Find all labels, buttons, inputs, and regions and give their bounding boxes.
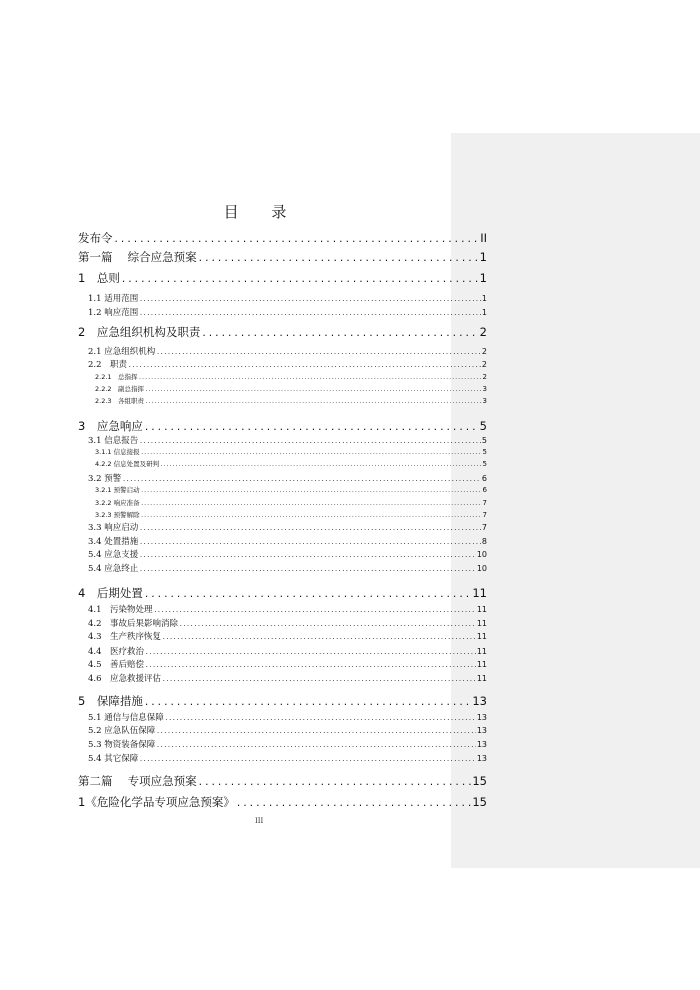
toc-entry-label: 3.2.2 响应准备 xyxy=(95,499,140,507)
toc-entry-page: 3 xyxy=(482,385,487,393)
toc-entry[interactable] xyxy=(78,384,487,393)
toc-leader-dots xyxy=(198,778,472,788)
toc-entry-label: 2.2 职责 xyxy=(88,360,128,370)
toc-entry-page: 5 xyxy=(482,448,487,456)
toc-entry[interactable] xyxy=(78,548,487,560)
toc-leader-dots xyxy=(114,235,480,245)
toc-entry[interactable] xyxy=(78,324,487,340)
toc-leader-dots xyxy=(162,676,476,683)
toc-entry-page: 15 xyxy=(472,795,487,809)
toc-entry-page: 6 xyxy=(481,474,487,483)
toc-entry-label: 3 应急响应 xyxy=(78,419,143,433)
toc-entry[interactable] xyxy=(78,434,487,446)
toc-entry[interactable] xyxy=(78,230,487,246)
toc-leader-dots xyxy=(144,698,472,708)
toc-entry-label: 3.2.1 预警启动 xyxy=(95,486,140,494)
toc-entry[interactable] xyxy=(78,738,487,750)
toc-leader-dots xyxy=(162,634,476,641)
toc-entry-label: 2 应急组织机构及职责 xyxy=(78,325,201,339)
toc-entry[interactable] xyxy=(78,521,487,533)
toc-entry[interactable] xyxy=(78,510,487,519)
toc-entry-label: 4.6 应急救援评估 xyxy=(88,674,162,684)
toc-leader-dots xyxy=(139,552,476,559)
comment-margin-panel xyxy=(451,133,700,868)
toc-entry-page: 1 xyxy=(479,250,487,264)
toc-entry-label: 3.3 响应启动 xyxy=(88,523,139,533)
toc-entry[interactable] xyxy=(78,630,487,642)
toc-entry-page: 10 xyxy=(476,564,487,573)
toc-entry-label: 3.2.3 预警解除 xyxy=(95,511,140,519)
toc-entry[interactable] xyxy=(78,535,487,547)
toc-leader-dots xyxy=(145,649,476,656)
toc-entry-label: 3.4 处置措施 xyxy=(88,537,139,547)
toc-leader-dots xyxy=(144,590,472,600)
toc-entry-page: 13 xyxy=(472,694,487,708)
toc-entry-page: 2 xyxy=(479,325,487,339)
toc-entry-page: 1 xyxy=(479,271,487,285)
toc-leader-dots xyxy=(160,462,481,468)
toc-entry[interactable] xyxy=(78,270,487,286)
toc-entry-label: 4.5 善后赔偿 xyxy=(88,660,145,670)
toc-leader-dots xyxy=(141,488,482,494)
toc-leader-dots xyxy=(141,450,482,456)
toc-entry[interactable] xyxy=(78,752,487,764)
toc-leader-dots xyxy=(139,438,481,445)
toc-leader-dots xyxy=(154,607,476,614)
toc-entry[interactable] xyxy=(78,396,487,405)
toc-leader-dots xyxy=(236,799,472,809)
toc-entry-page: 13 xyxy=(476,740,487,749)
toc-entry[interactable] xyxy=(78,306,487,318)
toc-entry-page: 1 xyxy=(481,294,487,303)
toc-entry[interactable] xyxy=(78,773,487,789)
toc-leader-dots xyxy=(139,566,476,573)
toc-entry[interactable] xyxy=(78,418,487,434)
toc-leader-dots xyxy=(156,728,476,735)
toc-entry[interactable] xyxy=(78,617,487,629)
toc-entry-page: 11 xyxy=(476,674,487,683)
toc-entry-page: 2 xyxy=(481,347,487,356)
toc-leader-dots xyxy=(141,501,482,507)
toc-entry-label: 4.4 医疗救治 xyxy=(88,647,145,657)
toc-leader-dots xyxy=(139,296,481,303)
toc-entry-label: 5.3 物资装备保障 xyxy=(88,740,156,750)
toc-entry[interactable] xyxy=(78,345,487,357)
toc-leader-dots xyxy=(198,254,479,264)
toc-entry-page: 11 xyxy=(476,647,487,656)
toc-entry-page: 7 xyxy=(482,499,487,507)
toc-entry[interactable] xyxy=(78,459,487,468)
toc-entry-label: 2.2.1 总指挥 xyxy=(95,373,138,381)
toc-entry-label: 4.1 污染物处理 xyxy=(88,605,153,615)
toc-entry[interactable] xyxy=(78,603,487,615)
toc-leader-dots xyxy=(156,742,476,749)
toc-leader-dots xyxy=(122,476,481,483)
toc-entry-label: 5.1 通信与信息保障 xyxy=(88,713,164,723)
toc-entry-label: 3.1.1 信息接报 xyxy=(95,448,140,456)
toc-entry-page: 11 xyxy=(476,605,487,614)
toc-title: 目 录 xyxy=(223,203,301,221)
toc-entry-label: 4.2 事故后果影响消除 xyxy=(88,619,179,629)
toc-entry-label: 2.2.3 各组职责 xyxy=(95,397,145,405)
toc-entry-page: 5 xyxy=(482,460,487,468)
toc-entry-page: 1 xyxy=(481,308,487,317)
toc-entry-label: 1 总则 xyxy=(78,271,120,285)
toc-entry-page: 11 xyxy=(476,660,487,669)
toc-entry-label: 3.1 信息报告 xyxy=(88,436,139,446)
toc-entry[interactable] xyxy=(78,645,487,657)
toc-entry-page: 7 xyxy=(481,523,487,532)
toc-leader-dots xyxy=(139,375,482,381)
toc-entry-label: 5.4 其它保障 xyxy=(88,754,139,764)
toc-leader-dots xyxy=(139,539,481,546)
toc-leader-dots xyxy=(128,362,481,369)
toc-entry-label: 1.1 适用范围 xyxy=(88,294,139,304)
toc-entry-page: II xyxy=(480,231,487,245)
toc-leader-dots xyxy=(139,525,481,532)
toc-entry-label: 5.2 应急队伍保障 xyxy=(88,726,156,736)
toc-entry-label: 5.4 应急支援 xyxy=(88,550,139,560)
toc-leader-dots xyxy=(179,621,476,628)
toc-entry-page: 3 xyxy=(482,397,487,405)
toc-entry-label: 2.2.2 副总指挥 xyxy=(95,385,145,393)
toc-leader-dots xyxy=(141,513,482,519)
toc-entry-label: 4 后期处置 xyxy=(78,586,143,600)
toc-leader-dots xyxy=(145,399,481,405)
toc-entry[interactable] xyxy=(78,292,487,304)
toc-entry[interactable] xyxy=(78,372,487,381)
toc-leader-dots xyxy=(121,275,479,285)
toc-entry-page: 11 xyxy=(476,619,487,628)
toc-leader-dots xyxy=(156,349,481,356)
toc-entry-page: 13 xyxy=(476,713,487,722)
toc-entry[interactable] xyxy=(78,794,487,810)
toc-entry-label: 4.2.2 信息处置及研判 xyxy=(95,460,160,468)
toc-entry-label: 第一篇 综合应急预案 xyxy=(78,250,197,264)
toc-entry-page: 5 xyxy=(481,436,487,445)
toc-entry[interactable] xyxy=(78,693,487,709)
toc-leader-dots xyxy=(201,329,478,339)
toc-entry[interactable] xyxy=(78,585,487,601)
page-number: III xyxy=(255,817,264,825)
toc-entry-label: 5.4 应急终止 xyxy=(88,564,139,574)
toc-leader-dots xyxy=(139,310,481,317)
toc-entry-page: 11 xyxy=(476,632,487,641)
toc-entry-page: 11 xyxy=(472,586,487,600)
toc-entry-page: 15 xyxy=(472,774,487,788)
toc-leader-dots xyxy=(145,662,476,669)
toc-entry-label: 3.2 预警 xyxy=(88,474,122,484)
toc-entry-page: 5 xyxy=(479,419,487,433)
toc-entry-label: 4.3 生产秩序恢复 xyxy=(88,632,162,642)
toc-entry-page: 13 xyxy=(476,726,487,735)
toc-entry-page: 2 xyxy=(481,360,487,369)
toc-entry[interactable] xyxy=(78,472,487,484)
toc-leader-dots xyxy=(139,756,476,763)
toc-entry-label: 发布令 xyxy=(78,231,113,245)
toc-entry-page: 8 xyxy=(481,537,487,546)
toc-entry-page: 2 xyxy=(482,373,487,381)
toc-entry-label: 5 保障措施 xyxy=(78,694,143,708)
toc-entry[interactable] xyxy=(78,562,487,574)
toc-entry[interactable] xyxy=(78,358,487,370)
toc-entry-page: 10 xyxy=(476,550,487,559)
toc-entry-page: 7 xyxy=(482,511,487,519)
toc-leader-dots xyxy=(144,423,479,433)
toc-entry[interactable] xyxy=(78,485,487,494)
toc-entry[interactable] xyxy=(78,672,487,684)
toc-entry[interactable] xyxy=(78,447,487,456)
toc-entry-label: 1《危险化学品专项应急预案》 xyxy=(78,795,235,809)
toc-entry[interactable] xyxy=(78,724,487,736)
toc-entry-page: 6 xyxy=(482,486,487,494)
toc-entry[interactable] xyxy=(78,498,487,507)
toc-entry-page: 13 xyxy=(476,754,487,763)
toc-entry-label: 2.1 应急组织机构 xyxy=(88,347,156,357)
toc-entry[interactable] xyxy=(78,711,487,723)
toc-leader-dots xyxy=(145,387,481,393)
toc-entry-label: 第二篇 专项应急预案 xyxy=(78,774,197,788)
toc-leader-dots xyxy=(165,715,476,722)
toc-entry[interactable] xyxy=(78,249,487,265)
toc-entry-label: 1.2 响应范围 xyxy=(88,308,139,318)
toc-entry[interactable] xyxy=(78,658,487,670)
